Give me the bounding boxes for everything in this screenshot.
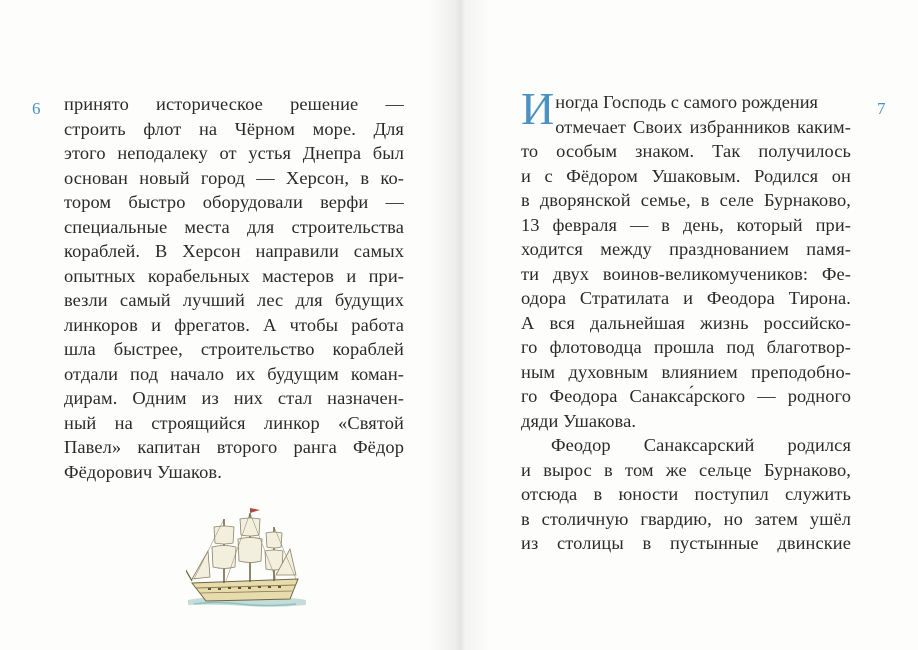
text-line: 13 февраля — в день, который при- xyxy=(521,214,851,235)
sailing-ship-icon xyxy=(186,505,308,613)
text-line: дирам. Одним из них стал назначен- xyxy=(64,388,404,408)
text-line: отмечает Своих избранников каким- xyxy=(555,116,851,137)
text-line: Феодор Санаксарский родился xyxy=(551,435,851,455)
text-line: и с Фёдором Ушаковым. Родился он xyxy=(521,165,851,186)
text-line: везли самый лучший лес для будущих xyxy=(64,290,404,310)
text-line: из столицы в пустынные двинские xyxy=(521,533,851,553)
page-number-left: 6 xyxy=(32,99,41,118)
left-page-text xyxy=(64,92,404,484)
text-line: кораблей. В Херсон направили самых xyxy=(64,241,404,261)
text-line: го флотоводца прошла под благотвор- xyxy=(521,337,851,357)
page-number-right: 7 xyxy=(877,99,886,118)
text-line: Фёдорович Ушаков. xyxy=(64,461,222,482)
text-line: одора Стратилата и Феодора Тирона. xyxy=(521,288,851,308)
text-line: специальные места для строительства xyxy=(64,216,404,237)
text-line: строить флот на Чёрном море. Для xyxy=(64,118,404,139)
text-line: ногда Господь с самого рождения xyxy=(555,92,819,112)
text-line: в дворянской семье, в селе Бурнаково, xyxy=(521,190,851,210)
text-line: Павел» капитан второго ранга Фёдор xyxy=(64,437,404,457)
text-line: в столичную гвардию, но затем ушёл xyxy=(521,508,851,529)
text-line: основан новый город — Херсон, в ко- xyxy=(64,167,404,188)
text-line: этого неподалеку от устья Днепра был xyxy=(64,143,404,163)
text-line: отдали под начало их будущим коман- xyxy=(64,363,404,384)
text-line: ный на строящийся линкор «Святой xyxy=(64,412,404,433)
right-page xyxy=(459,0,918,650)
text-line: дяди Ушакова. xyxy=(521,410,637,431)
text-line: тором быстро оборудовали верфи — xyxy=(64,192,404,212)
text-line: ти двух воинов-великомучеников: Фе- xyxy=(521,263,851,284)
text-line: отсюда в юности поступил служить xyxy=(521,484,851,504)
text-line: ходится между празднованием памя- xyxy=(521,239,851,259)
text-line: го Феодора Санакса́рского — родного xyxy=(521,386,851,406)
text-line: линкоров и фрегатов. А чтобы работа xyxy=(64,314,404,335)
text-line: шла быстрее, строительство кораблей xyxy=(64,339,404,359)
right-page-text xyxy=(521,83,851,556)
text-line: то особым знаком. Так получилось xyxy=(521,141,851,161)
text-line: принято историческое решение — xyxy=(64,94,404,114)
text-line: опытных корабельных мастеров и при- xyxy=(64,265,404,286)
text-line: ным духовным влиянием преподобно- xyxy=(521,361,851,382)
drop-cap: И xyxy=(521,83,555,134)
text-line: и вырос в том же сельце Бурнаково, xyxy=(521,459,851,480)
text-line: А вся дальнейшая жизнь российско- xyxy=(521,312,851,333)
